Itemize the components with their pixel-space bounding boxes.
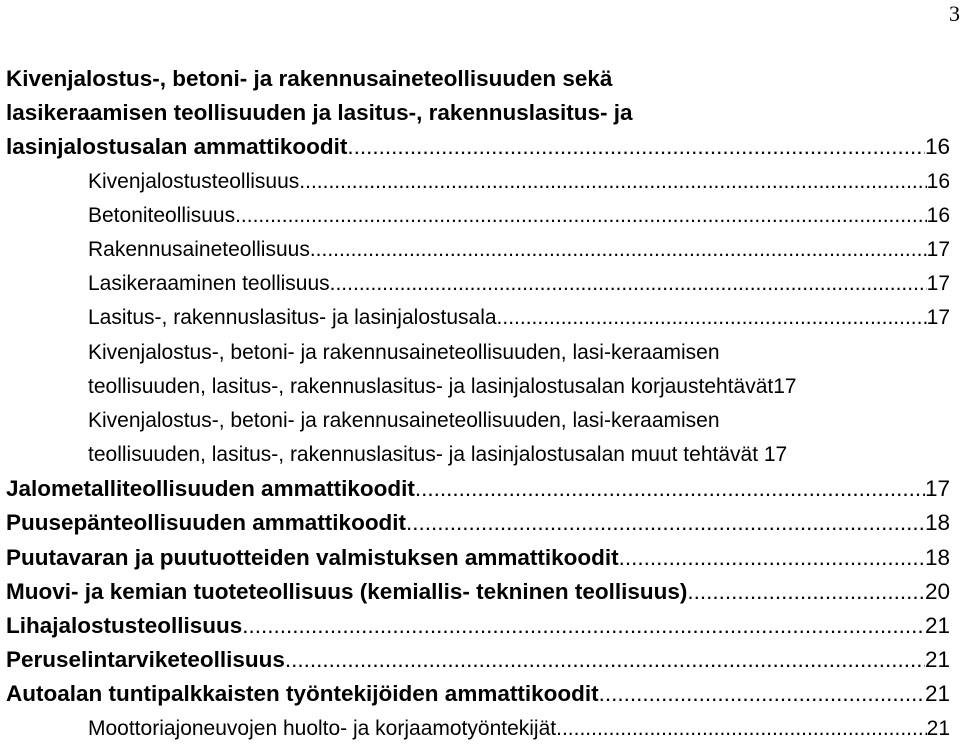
toc-entry-label: lasinjalostusalan ammattikoodit	[6, 134, 348, 160]
dot-leader	[406, 506, 925, 540]
toc-subentry-line[interactable]	[6, 404, 950, 438]
toc-entry-label: Kivenjalostus-, betoni- ja rakennusaineteollisuuden, lasi-keraamisen	[88, 408, 720, 432]
toc-entry-label: Muovi- ja kemian tuoteteollisuus (kemiallis- tekninen teollisuus)	[6, 578, 688, 604]
toc-entry-page: 21	[924, 613, 950, 638]
toc-entry-label: Kivenjalostusteollisuus	[88, 169, 300, 193]
toc-entry[interactable]	[6, 506, 950, 540]
toc-subentry[interactable]	[6, 199, 950, 233]
dot-leader	[599, 677, 925, 711]
toc-entry-page: 16	[926, 203, 950, 227]
toc-entry-label: Lasikeraaminen teollisuus	[88, 272, 330, 296]
toc-entry-label: Puusepänteollisuuden ammattikoodit	[6, 510, 407, 536]
toc-subentry[interactable]	[6, 267, 950, 301]
dot-leader	[687, 575, 925, 609]
page-number: 3	[949, 1, 960, 26]
toc-entry-page: 17	[926, 272, 950, 296]
toc-entry-label: Rakennusaineteollisuus	[88, 237, 310, 261]
dot-leader	[619, 541, 925, 575]
toc-entry-page: 21	[926, 716, 950, 740]
toc-subentry[interactable]	[6, 301, 950, 335]
toc-entry-label: Autoalan tuntipalkkaisten työntekijöiden ammattikoodit	[6, 681, 599, 707]
dot-leader	[235, 199, 927, 233]
toc-subentry-line[interactable]	[6, 336, 950, 370]
dot-leader	[497, 301, 927, 335]
toc-entry-page: 17	[926, 237, 950, 261]
dot-leader	[242, 609, 925, 643]
toc-subentry[interactable]	[6, 165, 950, 199]
toc-entry-label: Lihajalostusteollisuus	[6, 613, 243, 638]
toc-entry-label: teollisuuden, lasitus-, rakennuslasitus- ja lasinjalostusalan muut tehtävät 17	[88, 443, 788, 467]
dot-leader	[347, 130, 925, 164]
toc-entry-page: 18	[924, 510, 950, 536]
toc-entry-label: Lasitus-, rakennuslasitus- ja lasinjalostusala	[88, 306, 497, 330]
dot-leader	[415, 472, 925, 506]
dot-leader	[556, 712, 927, 746]
toc-entry[interactable]	[6, 541, 950, 575]
toc-entry-page: 21	[924, 681, 950, 707]
toc-entry-label: Jalometalliteollisuuden ammattikoodit	[6, 476, 415, 502]
toc-heading-line: lasikeraamisen teollisuuden ja lasitus-, rakennuslasitus- ja	[6, 100, 633, 126]
dot-leader	[330, 267, 927, 301]
toc-entry[interactable]	[6, 677, 950, 711]
toc-entry-page: 16	[924, 134, 950, 160]
toc-entry-label: Peruselintarviketeollisuus	[6, 647, 285, 673]
toc-entry-page: 17	[924, 476, 950, 502]
toc-subentry[interactable]	[6, 712, 950, 746]
toc-entry-page: 21	[924, 647, 950, 673]
toc-entry-label: Kivenjalostus-, betoni- ja rakennusaineteollisuuden, lasi-keraamisen	[88, 340, 720, 364]
toc-entry[interactable]	[6, 130, 950, 164]
toc-entry-page: 17	[926, 306, 950, 330]
toc-entry[interactable]	[6, 575, 950, 609]
toc-entry-label: teollisuuden, lasitus-, rakennuslasitus- ja lasinjalostusalan korjaustehtävät17	[88, 374, 797, 398]
toc-entry-page: 16	[926, 169, 950, 193]
toc-entry-label: Puutavaran ja puutuotteiden valmistuksen ammattikoodit	[6, 544, 619, 570]
toc-entry-page: 20	[924, 578, 950, 604]
toc-subentry[interactable]	[6, 233, 950, 267]
dot-leader	[285, 643, 925, 677]
toc-heading-line: Kivenjalostus-, betoni- ja rakennusaineteollisuuden sekä	[6, 66, 613, 91]
dot-leader	[299, 165, 926, 199]
toc-subentry-line[interactable]	[6, 438, 950, 472]
toc-subentry-line[interactable]	[6, 370, 950, 404]
toc-entry-label: Betoniteollisuus	[88, 203, 236, 227]
table-of-contents	[6, 62, 950, 746]
toc-entry[interactable]	[6, 609, 950, 643]
toc-entry-page: 18	[924, 544, 950, 570]
toc-entry[interactable]	[6, 472, 950, 506]
toc-entry-label: Moottoriajoneuvojen huolto- ja korjaamotyöntekijät	[88, 716, 557, 740]
dot-leader	[310, 233, 927, 267]
toc-entry[interactable]	[6, 643, 950, 677]
